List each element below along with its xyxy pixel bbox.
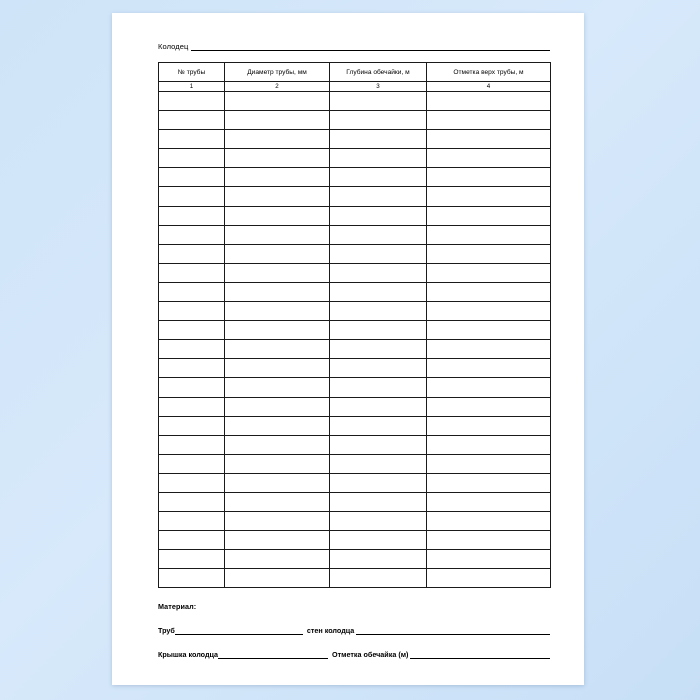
- table-cell-empty[interactable]: [427, 454, 551, 473]
- table-cell-empty[interactable]: [330, 168, 427, 187]
- table-cell-empty[interactable]: [225, 569, 330, 588]
- table-cell-empty[interactable]: [330, 302, 427, 321]
- cover-material-row: [158, 648, 550, 659]
- table-cell-empty[interactable]: [427, 111, 551, 130]
- table-row: [159, 340, 551, 359]
- table-cell-empty[interactable]: [330, 492, 427, 511]
- column-number-3: 3: [330, 82, 427, 92]
- table-row: [159, 473, 551, 492]
- table-cell-empty[interactable]: [225, 263, 330, 282]
- table-cell-empty[interactable]: [159, 531, 225, 550]
- table-row: [159, 302, 551, 321]
- table-body: [159, 92, 551, 588]
- table-cell-empty[interactable]: [330, 263, 427, 282]
- table-cell-empty[interactable]: [159, 416, 225, 435]
- table-row: [159, 416, 551, 435]
- table-cell-empty[interactable]: [427, 92, 551, 111]
- table-cell-empty[interactable]: [330, 111, 427, 130]
- table-cell-empty[interactable]: [225, 512, 330, 531]
- table-cell-empty[interactable]: [427, 550, 551, 569]
- table-cell-empty[interactable]: [427, 569, 551, 588]
- pipes-input-rule[interactable]: [175, 626, 303, 635]
- table-cell-empty[interactable]: [427, 282, 551, 301]
- table-cell-empty[interactable]: [159, 206, 225, 225]
- table-row: [159, 244, 551, 263]
- column-number-4: 4: [427, 82, 551, 92]
- table-header-cell-collar-depth: Глубина обечайки, м: [330, 63, 427, 82]
- table-row: [159, 92, 551, 111]
- table-cell-empty[interactable]: [427, 378, 551, 397]
- table-cell-empty[interactable]: [159, 378, 225, 397]
- table-cell-empty[interactable]: [225, 359, 330, 378]
- pipes-label: Труб: [158, 626, 175, 636]
- table-cell-empty[interactable]: [159, 302, 225, 321]
- walls-label: стен колодца: [306, 626, 355, 636]
- table-cell-empty[interactable]: [159, 168, 225, 187]
- table-cell-empty[interactable]: [225, 244, 330, 263]
- well-field: [158, 39, 550, 51]
- table-cell-empty[interactable]: [427, 340, 551, 359]
- table-row: [159, 569, 551, 588]
- table-cell-empty[interactable]: [330, 282, 427, 301]
- table-row: [159, 512, 551, 531]
- table-cell-empty[interactable]: [427, 416, 551, 435]
- table-row: [159, 130, 551, 149]
- table-cell-empty[interactable]: [159, 149, 225, 168]
- table-cell-empty[interactable]: [225, 111, 330, 130]
- table-cell-empty[interactable]: [427, 206, 551, 225]
- table-header-cell-pipe-diameter: Диаметр трубы, мм: [225, 63, 330, 82]
- table-row: [159, 531, 551, 550]
- table-row: [159, 359, 551, 378]
- document-footer: [158, 602, 550, 659]
- table-row: [159, 454, 551, 473]
- table-cell-empty[interactable]: [330, 550, 427, 569]
- table-cell-empty[interactable]: [427, 225, 551, 244]
- column-number-1: 1: [159, 82, 225, 92]
- table-cell-empty[interactable]: [427, 473, 551, 492]
- table-cell-empty[interactable]: [159, 550, 225, 569]
- collar-mark-label: Отметка обечайка (м): [332, 650, 409, 660]
- table-cell-empty[interactable]: [427, 187, 551, 206]
- table-cell-empty[interactable]: [225, 378, 330, 397]
- table-header-cell-pipe-number: № трубы: [159, 63, 225, 82]
- table-cell-empty[interactable]: [427, 168, 551, 187]
- table-cell-empty[interactable]: [330, 225, 427, 244]
- table-cell-empty[interactable]: [225, 206, 330, 225]
- table-cell-empty[interactable]: [225, 550, 330, 569]
- table-row: [159, 263, 551, 282]
- table-cell-empty[interactable]: [225, 168, 330, 187]
- table-cell-empty[interactable]: [159, 225, 225, 244]
- table-row: [159, 225, 551, 244]
- table-row: [159, 397, 551, 416]
- table-cell-empty[interactable]: [330, 92, 427, 111]
- table-cell-empty[interactable]: [427, 302, 551, 321]
- table-row: [159, 435, 551, 454]
- table-cell-empty[interactable]: [427, 435, 551, 454]
- table-cell-empty[interactable]: [330, 130, 427, 149]
- table-cell-empty[interactable]: [159, 130, 225, 149]
- table-cell-empty[interactable]: [427, 492, 551, 511]
- table-cell-empty[interactable]: [225, 302, 330, 321]
- table-cell-empty[interactable]: [159, 454, 225, 473]
- table-cell-empty[interactable]: [330, 244, 427, 263]
- table-cell-empty[interactable]: [330, 473, 427, 492]
- table-cell-empty[interactable]: [427, 321, 551, 340]
- table-cell-empty[interactable]: [427, 149, 551, 168]
- table-cell-empty[interactable]: [225, 340, 330, 359]
- table-cell-empty[interactable]: [225, 282, 330, 301]
- table-cell-empty[interactable]: [159, 263, 225, 282]
- table-row: [159, 149, 551, 168]
- table-cell-empty[interactable]: [225, 397, 330, 416]
- table-cell-empty[interactable]: [330, 569, 427, 588]
- table-cell-empty[interactable]: [330, 321, 427, 340]
- table-header-row: [159, 63, 551, 82]
- table-row: [159, 111, 551, 130]
- table-cell-empty[interactable]: [225, 149, 330, 168]
- table-cell-empty[interactable]: [225, 473, 330, 492]
- table-cell-empty[interactable]: [159, 321, 225, 340]
- document-content: [158, 39, 550, 672]
- pipes-material-row: [158, 624, 550, 635]
- table-cell-empty[interactable]: [427, 244, 551, 263]
- table-cell-empty[interactable]: [225, 187, 330, 206]
- table-cell-empty[interactable]: [159, 435, 225, 454]
- table-cell-empty[interactable]: [330, 435, 427, 454]
- material-title: Материал:: [158, 602, 197, 612]
- table-cell-empty[interactable]: [330, 397, 427, 416]
- table-row: [159, 492, 551, 511]
- table-cell-empty[interactable]: [159, 282, 225, 301]
- table-cell-empty[interactable]: [225, 416, 330, 435]
- well-label: Колодец: [158, 42, 189, 51]
- table-cell-empty[interactable]: [330, 512, 427, 531]
- pipe-table: [158, 62, 551, 588]
- table-cell-empty[interactable]: [159, 244, 225, 263]
- table-cell-empty[interactable]: [225, 492, 330, 511]
- table-cell-empty[interactable]: [225, 225, 330, 244]
- table-cell-empty[interactable]: [330, 206, 427, 225]
- table-cell-empty[interactable]: [330, 187, 427, 206]
- table-cell-empty[interactable]: [159, 187, 225, 206]
- table-cell-empty[interactable]: [225, 435, 330, 454]
- table-cell-empty[interactable]: [225, 321, 330, 340]
- walls-input-rule[interactable]: [356, 626, 550, 635]
- table-header-cell-pipe-top-mark: Отметка верх трубы, м: [427, 63, 551, 82]
- table-row: [159, 321, 551, 340]
- table-cell-empty[interactable]: [225, 92, 330, 111]
- table-cell-empty[interactable]: [330, 149, 427, 168]
- table-cell-empty[interactable]: [330, 454, 427, 473]
- table-cell-empty[interactable]: [225, 531, 330, 550]
- table-cell-empty[interactable]: [427, 263, 551, 282]
- table-row: [159, 550, 551, 569]
- table-cell-empty[interactable]: [159, 492, 225, 511]
- cover-label: Крышка колодца: [158, 650, 219, 660]
- table-cell-empty[interactable]: [427, 531, 551, 550]
- table-cell-empty[interactable]: [330, 531, 427, 550]
- table-cell-empty[interactable]: [159, 111, 225, 130]
- table-cell-empty[interactable]: [159, 359, 225, 378]
- table-cell-empty[interactable]: [427, 397, 551, 416]
- table-cell-empty[interactable]: [330, 359, 427, 378]
- cover-input-rule[interactable]: [218, 650, 328, 659]
- table-cell-empty[interactable]: [159, 397, 225, 416]
- table-row: [159, 168, 551, 187]
- table-column-number-row: [159, 82, 551, 92]
- table-cell-empty[interactable]: [225, 130, 330, 149]
- table-row: [159, 378, 551, 397]
- table-cell-empty[interactable]: [159, 512, 225, 531]
- table-cell-empty[interactable]: [330, 378, 427, 397]
- table-cell-empty[interactable]: [225, 454, 330, 473]
- well-input-rule[interactable]: [191, 42, 550, 51]
- table-row: [159, 187, 551, 206]
- table-cell-empty[interactable]: [159, 340, 225, 359]
- table-cell-empty[interactable]: [427, 130, 551, 149]
- column-number-2: 2: [225, 82, 330, 92]
- table-cell-empty[interactable]: [159, 569, 225, 588]
- table-cell-empty[interactable]: [427, 359, 551, 378]
- table-cell-empty[interactable]: [159, 473, 225, 492]
- table-cell-empty[interactable]: [159, 92, 225, 111]
- table-cell-empty[interactable]: [330, 416, 427, 435]
- table-row: [159, 282, 551, 301]
- table-cell-empty[interactable]: [330, 340, 427, 359]
- document-sheet: [112, 13, 584, 685]
- collar-mark-input-rule[interactable]: [410, 650, 550, 659]
- table-row: [159, 206, 551, 225]
- table-cell-empty[interactable]: [427, 512, 551, 531]
